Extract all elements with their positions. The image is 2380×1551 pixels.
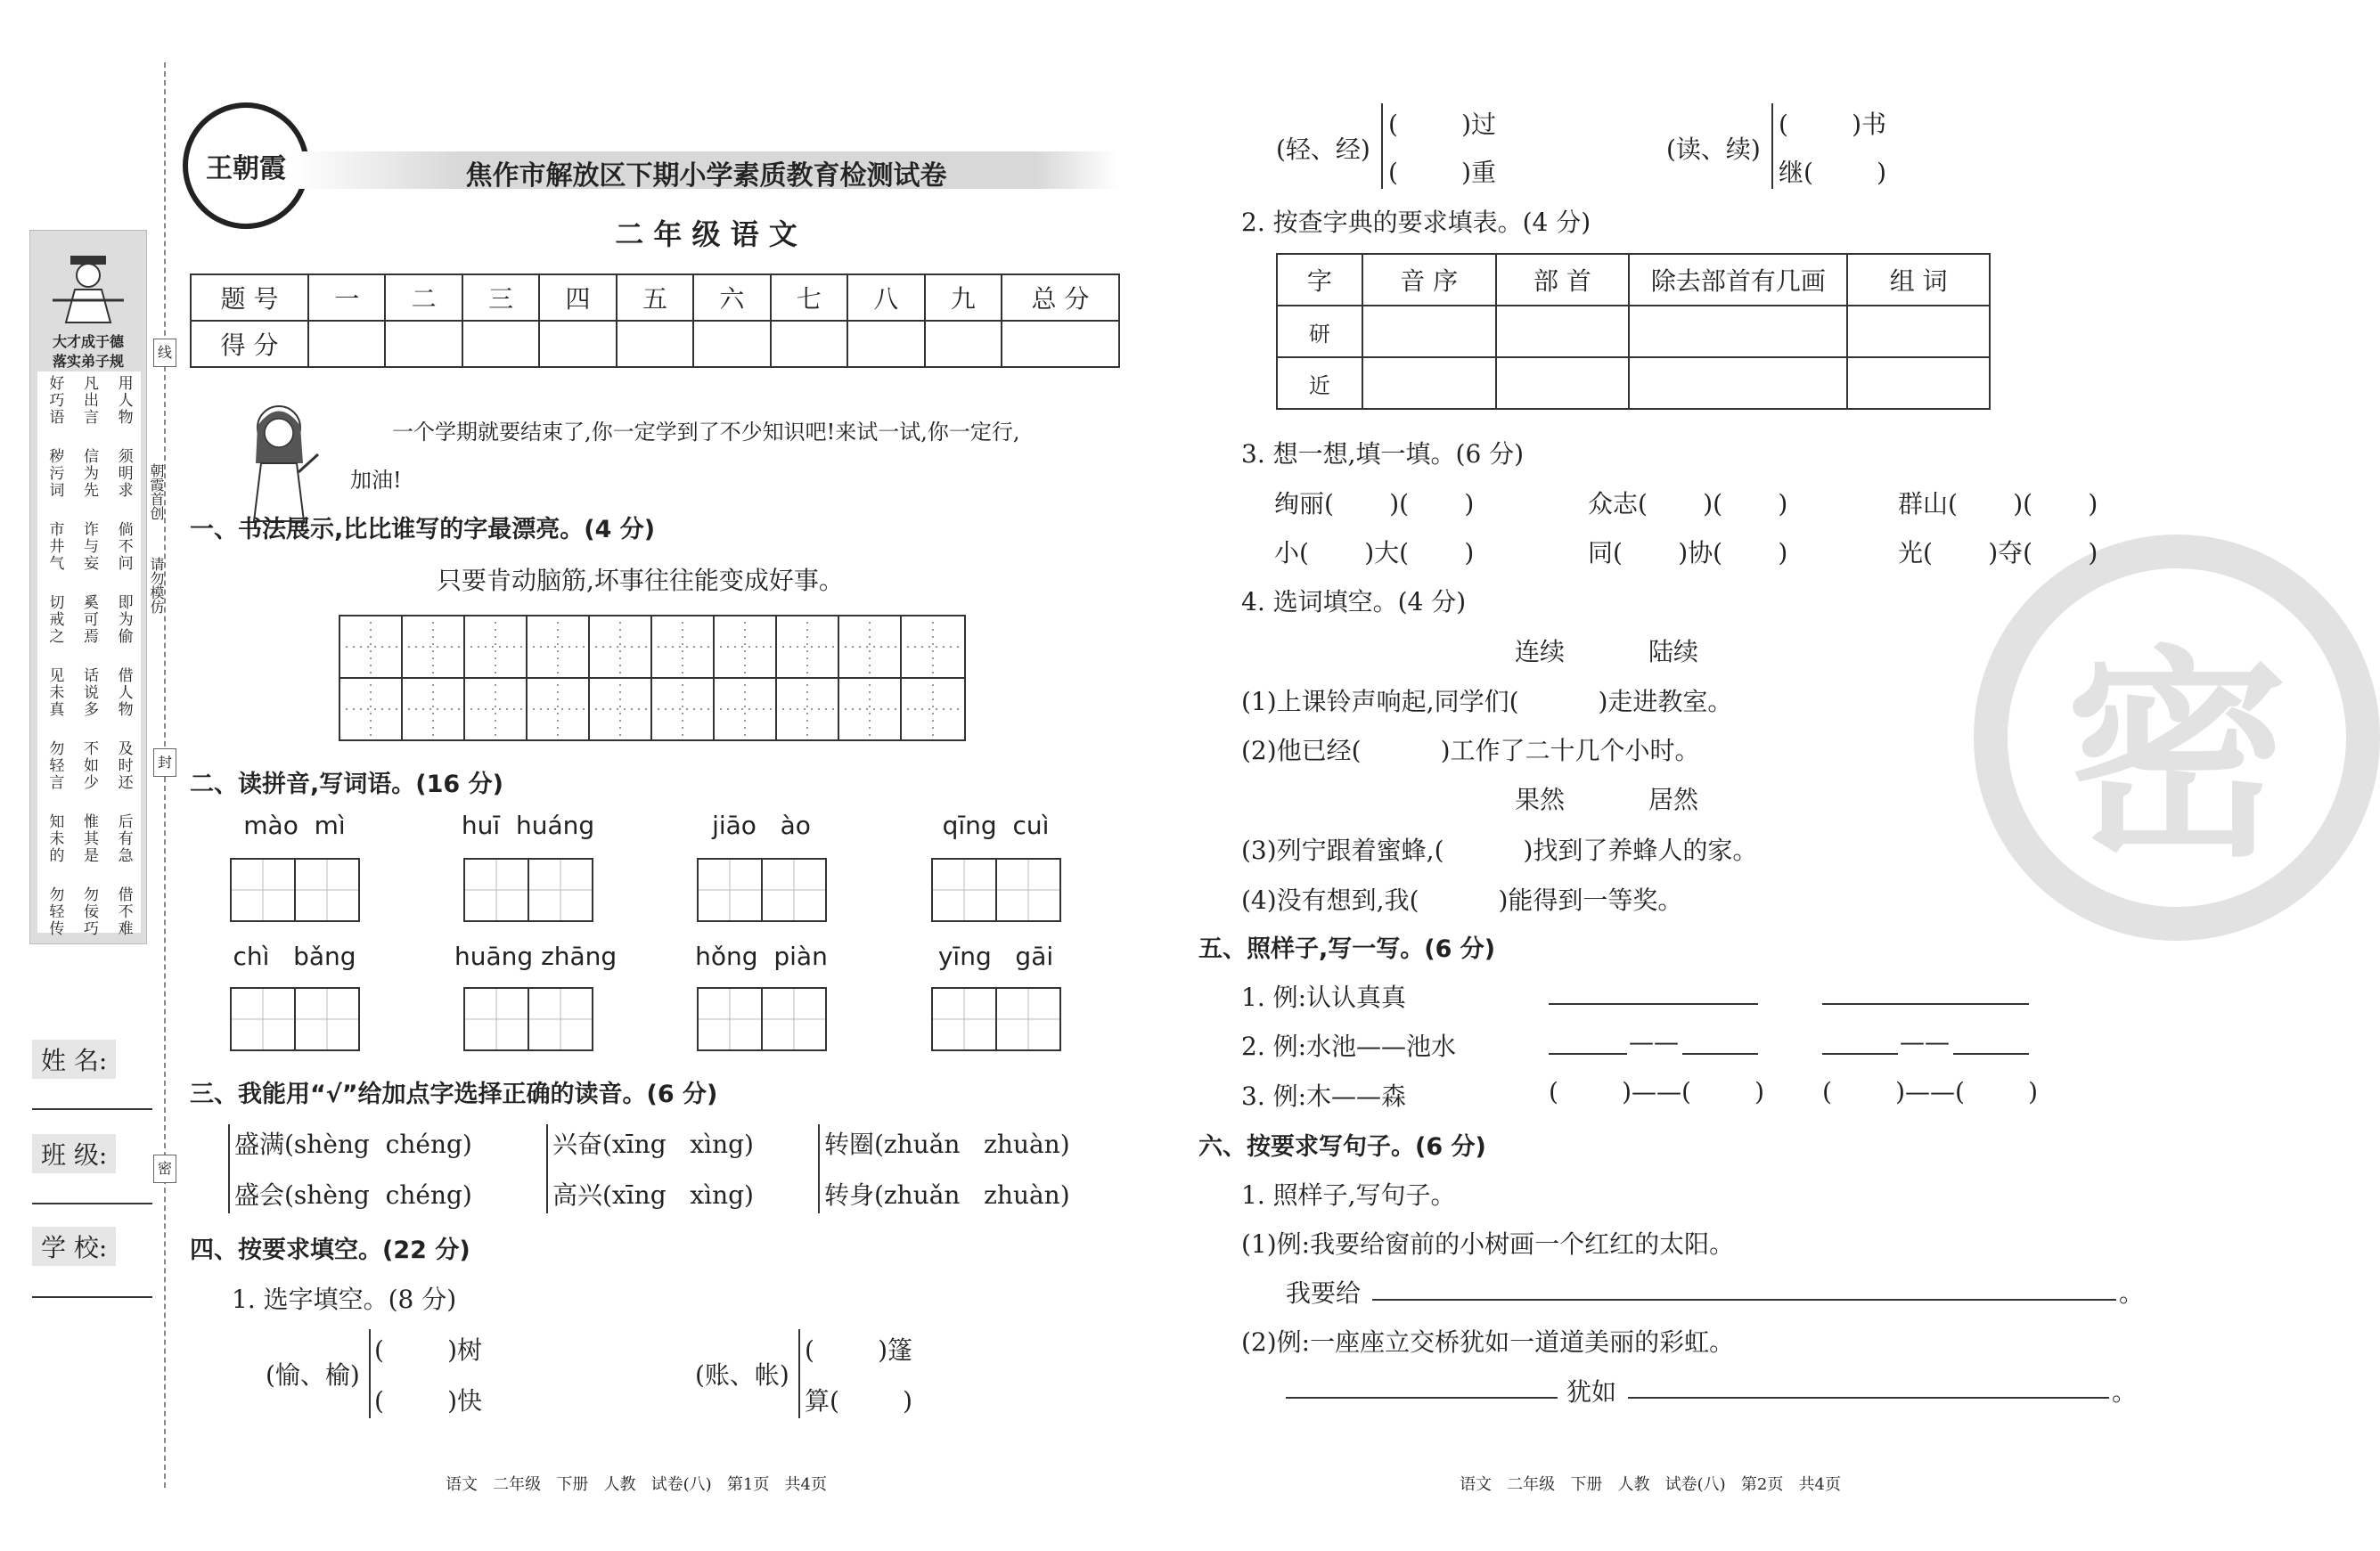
writing-cell[interactable] <box>777 616 839 679</box>
poem-column: 见未真 <box>45 667 64 718</box>
poem-column: 勿轻言 <box>45 740 64 791</box>
poem-column: 即为偷 <box>114 594 133 645</box>
score-header-cell: 三 <box>462 274 539 321</box>
g3-line1[interactable]: ( )过 <box>1388 110 1497 139</box>
s6-end-1: 。 <box>2119 1278 2145 1308</box>
seal-mark-1: 线 <box>153 339 176 367</box>
seal-mark-2: 封 <box>153 748 176 777</box>
calligraphy-grid[interactable] <box>339 615 966 741</box>
dict-header-cell: 除去部首有几画 <box>1629 254 1847 306</box>
word-cell[interactable] <box>699 860 763 920</box>
reading-choice[interactable]: 转圈(zhuǎn zhuàn) <box>824 1130 1070 1159</box>
score-header-cell: 总 分 <box>1002 274 1119 321</box>
poem-column: 借人物 <box>114 667 133 718</box>
word-cell[interactable] <box>933 989 997 1049</box>
poem-block <box>37 518 141 591</box>
poem-block <box>37 445 141 518</box>
g3-brace <box>1381 103 1383 189</box>
q4-word-3: 果然 <box>1515 785 1566 814</box>
score-input-cell[interactable] <box>847 321 924 367</box>
score-input-cell[interactable] <box>385 321 462 367</box>
watermark-seal <box>1974 535 2380 941</box>
word-cell[interactable] <box>763 989 825 1049</box>
word-grid[interactable] <box>931 858 1061 922</box>
word-cell[interactable] <box>296 860 358 920</box>
poem-column: 市井气 <box>45 521 64 572</box>
choice-brace <box>546 1124 548 1213</box>
g3-line2[interactable]: ( )重 <box>1388 158 1497 187</box>
poem-column: 勿佞巧 <box>79 886 98 937</box>
brand-logo <box>183 102 309 229</box>
score-header-cell: 四 <box>539 274 616 321</box>
dict-input-cell[interactable] <box>1496 306 1630 357</box>
motto-sub: 落实弟子规 <box>52 353 124 370</box>
poem-column: 惟其是 <box>79 813 98 864</box>
g1-line1[interactable]: ( )树 <box>374 1335 483 1365</box>
dict-input-cell[interactable] <box>1847 306 1990 357</box>
q3-label: 3. 想一想,填一填。(6 分) <box>1241 439 1525 469</box>
pinyin-label: hǒng piàn <box>695 942 828 971</box>
s5-example-2: 2. 例:水池——池水 <box>1241 1032 1457 1061</box>
reading-choice[interactable]: 盛会(shèng chéng) <box>234 1180 472 1210</box>
s6-answer-2b[interactable] <box>1628 1397 2109 1399</box>
poem-column: 勿轻传 <box>45 886 64 937</box>
choice-brace <box>818 1124 820 1213</box>
q4-sentence-3[interactable]: (3)列宁跟着蜜蜂,( )找到了养蜂人的家。 <box>1241 836 1758 865</box>
score-table <box>190 273 1120 368</box>
school-field[interactable] <box>32 1296 152 1298</box>
dict-input-cell[interactable] <box>1629 357 1847 409</box>
class-label: 班 级: <box>32 1134 116 1173</box>
pinyin-label: jiāo ào <box>712 811 811 840</box>
name-label: 姓 名: <box>32 1040 116 1079</box>
poem-column: 及时还 <box>114 740 133 791</box>
poem-block <box>37 883 141 956</box>
score-input-cell[interactable] <box>1002 321 1119 367</box>
subject-title: 二 年 级 语 文 <box>615 217 797 251</box>
score-input-cell[interactable] <box>771 321 847 367</box>
score-input-cell[interactable] <box>925 321 1002 367</box>
g3-label: (轻、经) <box>1276 135 1370 164</box>
poem-column: 秽污词 <box>45 448 64 499</box>
s6-answer-2a[interactable] <box>1286 1397 1558 1399</box>
watermark-char: 密 <box>2065 624 2288 886</box>
s5-blank-2c[interactable] <box>1822 1053 1898 1055</box>
poem-column: 倘不问 <box>114 521 133 572</box>
pinyin-label: mào mì <box>243 811 346 840</box>
poem-column: 后有急 <box>114 813 133 864</box>
choice-brace <box>228 1124 230 1213</box>
dict-header-cell: 字 <box>1277 254 1362 306</box>
writing-cell[interactable] <box>528 679 590 739</box>
dict-header-cell: 组 词 <box>1847 254 1990 306</box>
q2-label: 2. 按查字典的要求填表。(4 分) <box>1241 208 1591 237</box>
score-header-cell: 七 <box>771 274 847 321</box>
pinyin-label: huāng zhāng <box>454 942 617 971</box>
q3-r1-c[interactable]: 群山( )( ) <box>1898 489 2098 518</box>
s5-blank-2b[interactable] <box>1682 1053 1758 1055</box>
poem-column: 奚可焉 <box>79 594 98 645</box>
writing-cell[interactable] <box>902 616 964 679</box>
poem-column: 不如少 <box>79 740 98 791</box>
word-grid[interactable] <box>230 858 360 922</box>
writing-cell[interactable] <box>465 616 528 679</box>
s6-end-2: 。 <box>2112 1377 2138 1407</box>
dict-input-cell[interactable] <box>1847 357 1990 409</box>
writing-cell[interactable] <box>528 616 590 679</box>
s5-example-1: 1. 例:认认真真 <box>1241 983 1407 1012</box>
section4-title: 四、按要求填空。(22 分) <box>190 1237 470 1264</box>
pinyin-label: yīng gāi <box>937 942 1054 971</box>
poem-column: 用人物 <box>114 375 133 426</box>
s6-q1: 1. 照样子,写句子。 <box>1241 1180 1456 1210</box>
sidebar-motto-panel <box>29 230 147 944</box>
score-row-label: 得 分 <box>191 321 308 367</box>
no-copy-note: 请勿模仿 <box>148 557 165 614</box>
q4-label: 4. 选词填空。(4 分) <box>1241 587 1467 616</box>
q3-r2-c[interactable]: 光( )夺( ) <box>1898 538 2098 567</box>
q4-word-2: 陆续 <box>1648 637 1699 666</box>
poem-column: 借不难 <box>114 886 133 937</box>
girl-illustration-icon <box>236 392 325 526</box>
word-cell[interactable] <box>763 860 825 920</box>
s6-example-2: (2)例:一座座立交桥犹如一道道美丽的彩虹。 <box>1241 1327 1735 1357</box>
q4-word-4: 居然 <box>1648 785 1699 814</box>
page2-footer: 语文 二年级 下册 人教 试卷(八) 第2页 共4页 <box>1460 1475 1841 1494</box>
dict-input-cell[interactable] <box>1629 306 1847 357</box>
reading-choice[interactable]: 转身(zhuǎn zhuàn) <box>824 1180 1070 1210</box>
writing-cell[interactable] <box>340 616 403 679</box>
score-input-cell[interactable] <box>462 321 539 367</box>
exam-title: 焦作市解放区下期小学素质教育检测试卷 <box>465 160 947 192</box>
score-header-cell: 二 <box>385 274 462 321</box>
word-cell[interactable] <box>232 989 296 1049</box>
writing-cell[interactable] <box>590 616 652 679</box>
score-header-cell: 一 <box>308 274 385 321</box>
s5-blank-2a[interactable] <box>1549 1053 1627 1055</box>
logo-text: 王朝霞 <box>206 153 286 184</box>
writing-cell[interactable] <box>902 679 964 739</box>
writing-cell[interactable] <box>403 616 465 679</box>
g1-brace <box>369 1329 371 1418</box>
section2-title: 二、读拼音,写词语。(16 分) <box>190 771 503 798</box>
score-input-cell[interactable] <box>539 321 616 367</box>
q4-sentence-4[interactable]: (4)没有想到,我( )能得到一等奖。 <box>1241 886 1683 915</box>
word-cell[interactable] <box>529 860 592 920</box>
g1-line2[interactable]: ( )快 <box>374 1386 483 1416</box>
poem-box <box>37 371 141 937</box>
pinyin-label: huī huáng <box>461 811 595 840</box>
poem-block <box>37 591 141 664</box>
writing-cell[interactable] <box>590 679 652 739</box>
reading-choice[interactable]: 兴奋(xīng xìng) <box>552 1130 754 1159</box>
s5-blank-3a[interactable]: ( )——( ) <box>1549 1077 1765 1106</box>
intro-text: 一个学期就要结束了,你一定学到了不少知识吧!来试一试,你一定行, <box>392 420 1020 445</box>
dict-input-cell[interactable] <box>1362 306 1496 357</box>
dictionary-table <box>1276 253 1991 410</box>
word-cell[interactable] <box>997 860 1059 920</box>
dict-header-cell: 部 首 <box>1496 254 1630 306</box>
writing-cell[interactable] <box>652 616 715 679</box>
g4-label: (读、续) <box>1666 135 1761 164</box>
g2-line2[interactable]: 算( ) <box>805 1386 913 1416</box>
s6-write-1-lead: 我要给 <box>1286 1278 1362 1308</box>
score-input-cell[interactable] <box>617 321 693 367</box>
writing-cell[interactable] <box>715 616 777 679</box>
writing-cell[interactable] <box>340 679 403 739</box>
q3-r1-b[interactable]: 众志( )( ) <box>1588 489 1788 518</box>
class-field[interactable] <box>32 1203 152 1204</box>
score-header-cell: 六 <box>693 274 770 321</box>
dict-row-char: 近 <box>1277 357 1362 409</box>
poem-column: 信为先 <box>79 448 98 499</box>
word-grid[interactable] <box>697 987 827 1051</box>
g4-line1[interactable]: ( )书 <box>1779 110 1887 139</box>
intro-text-2: 加油! <box>350 468 402 493</box>
pinyin-label: chì bǎng <box>233 942 356 971</box>
poem-block <box>37 737 141 810</box>
writing-cell[interactable] <box>777 679 839 739</box>
s5-blank-3b[interactable]: ( )——( ) <box>1822 1077 2039 1106</box>
writing-cell[interactable] <box>839 616 902 679</box>
poem-column: 知未的 <box>45 813 64 864</box>
word-cell[interactable] <box>465 989 529 1049</box>
g4-line2[interactable]: 继( ) <box>1779 158 1887 187</box>
q3-r1-a[interactable]: 绚丽( )( ) <box>1274 489 1475 518</box>
score-input-cell[interactable] <box>308 321 385 367</box>
reading-choice[interactable]: 盛满(shèng chéng) <box>234 1130 472 1159</box>
dict-input-cell[interactable] <box>1362 357 1496 409</box>
g2-line1[interactable]: ( )篷 <box>805 1335 913 1365</box>
s5-blank-1a[interactable] <box>1549 1003 1758 1005</box>
poem-column: 须明求 <box>114 448 133 499</box>
section3-title: 三、我能用“√”给加点字选择正确的读音。(6 分) <box>190 1081 718 1108</box>
g2-brace <box>798 1329 800 1418</box>
section6-title: 六、按要求写句子。(6 分) <box>1198 1133 1486 1161</box>
word-grid[interactable] <box>463 858 593 922</box>
page1-footer: 语文 二年级 下册 人教 试卷(八) 第1页 共4页 <box>446 1475 827 1494</box>
word-cell[interactable] <box>465 860 529 920</box>
q3-r2-b[interactable]: 同( )协( ) <box>1588 538 1788 567</box>
g1-label: (愉、榆) <box>266 1360 360 1390</box>
s6-answer-1[interactable] <box>1372 1299 2116 1301</box>
q3-r2-a[interactable]: 小( )大( ) <box>1274 538 1475 567</box>
score-header-cell: 五 <box>617 274 693 321</box>
word-cell[interactable] <box>296 989 358 1049</box>
writing-cell[interactable] <box>403 679 465 739</box>
word-grid[interactable] <box>697 858 827 922</box>
g4-brace <box>1771 103 1773 189</box>
s5-blank-1b[interactable] <box>1822 1003 2029 1005</box>
school-label: 学 校: <box>32 1227 116 1266</box>
s6-write-2-mid: 犹如 <box>1566 1377 1617 1407</box>
word-cell[interactable] <box>529 989 592 1049</box>
s5-dash-2: —— <box>1900 1027 1950 1057</box>
writing-cell[interactable] <box>465 679 528 739</box>
word-cell[interactable] <box>997 989 1059 1049</box>
scholar-figure-icon <box>44 238 133 327</box>
score-input-cell[interactable] <box>693 321 770 367</box>
poem-column: 凡出言 <box>79 375 98 426</box>
s6-example-1: (1)例:我要给窗前的小树画一个红红的太阳。 <box>1241 1229 1735 1259</box>
dict-header-cell: 音 序 <box>1362 254 1496 306</box>
reading-choice[interactable]: 高兴(xīng xìng) <box>552 1180 754 1210</box>
word-grid[interactable] <box>463 987 593 1051</box>
word-cell[interactable] <box>933 860 997 920</box>
name-field[interactable] <box>32 1108 152 1110</box>
poem-column: 好巧语 <box>45 375 64 426</box>
section1-title: 一、书法展示,比比谁写的字最漂亮。(4 分) <box>190 516 656 543</box>
section5-title: 五、照样子,写一写。(6 分) <box>1198 935 1496 963</box>
writing-cell[interactable] <box>652 679 715 739</box>
g2-label: (账、帐) <box>695 1360 789 1390</box>
s5-example-3: 3. 例:木——森 <box>1241 1082 1407 1111</box>
seal-mark-3: 密 <box>153 1155 176 1183</box>
section1-sentence: 只要肯动脑筋,坏事往往能变成好事。 <box>437 566 844 595</box>
poem-block <box>37 664 141 737</box>
word-cell[interactable] <box>232 860 296 920</box>
copyright-note: 朝霞首创 <box>148 463 165 520</box>
poem-block <box>37 810 141 883</box>
writing-cell[interactable] <box>715 679 777 739</box>
pinyin-label: qīng cuì <box>942 811 1050 840</box>
motto-top: 大才成于德 <box>52 333 124 350</box>
score-header-cell: 九 <box>925 274 1002 321</box>
word-grid[interactable] <box>230 987 360 1051</box>
writing-cell[interactable] <box>839 679 902 739</box>
s5-dash-1: —— <box>1629 1027 1679 1057</box>
q4-sentence-2[interactable]: (2)他已经( )工作了二十几个小时。 <box>1241 736 1700 765</box>
s5-blank-2d[interactable] <box>1953 1053 2029 1055</box>
q1-label: 1. 选字填空。(8 分) <box>232 1285 457 1314</box>
q4-sentence-1[interactable]: (1)上课铃声响起,同学们( )走进教室。 <box>1241 687 1733 716</box>
word-grid[interactable] <box>931 987 1061 1051</box>
dict-input-cell[interactable] <box>1496 357 1630 409</box>
word-cell[interactable] <box>699 989 763 1049</box>
poem-column: 诈与妄 <box>79 521 98 572</box>
poem-block <box>37 371 141 445</box>
poem-column: 话说多 <box>79 667 98 718</box>
dict-row-char: 研 <box>1277 306 1362 357</box>
poem-column: 切戒之 <box>45 594 64 645</box>
score-header-cell: 题 号 <box>191 274 308 321</box>
q4-word-1: 连续 <box>1515 637 1566 666</box>
score-header-cell: 八 <box>847 274 924 321</box>
